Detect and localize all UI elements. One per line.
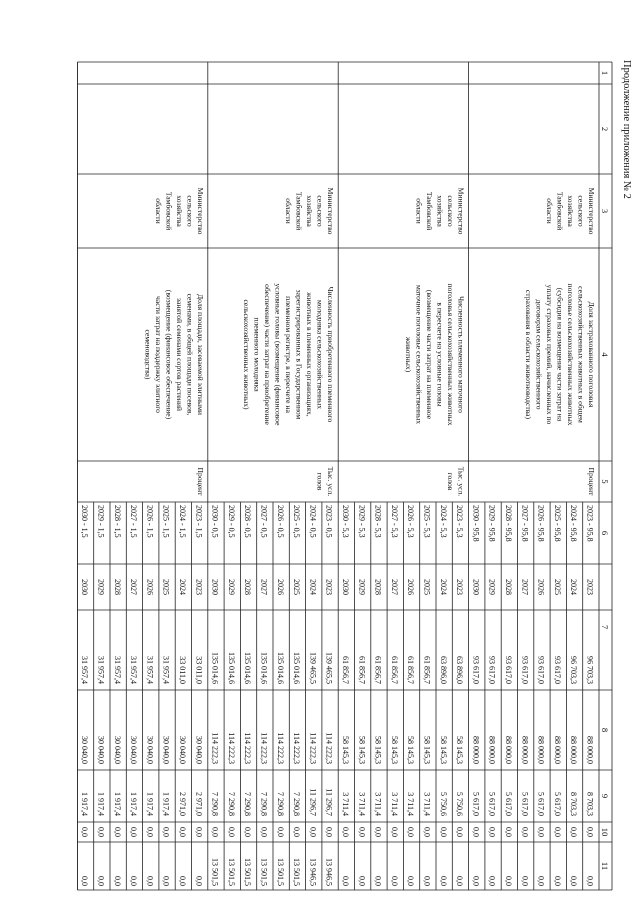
year-cell: 2025 — [552, 579, 562, 595]
year-cell: 2030 — [210, 579, 220, 595]
target-value: 2026 - 95,8 — [536, 505, 546, 542]
local-value: 0,0 — [96, 827, 106, 837]
total-value: 61 856,7 — [373, 656, 383, 684]
other-value: 13 946,5 — [308, 858, 318, 886]
year-cell: 2024 — [178, 579, 187, 595]
regional-value: 5 750,6 — [455, 792, 465, 816]
ministry-name: Тамбовской — [164, 191, 174, 231]
total-value: 135 014,6 — [226, 652, 236, 684]
ministry-name: области — [284, 198, 294, 224]
year-cell: 2024 — [569, 579, 579, 595]
target-value: 2028 - 95,8 — [504, 505, 513, 542]
other-value: 13 946,5 — [324, 858, 334, 886]
target-value: 2027 - 1,5 — [129, 505, 139, 538]
target-value: 2027 - 0,5 — [259, 505, 269, 538]
target-value: 2030 - 0,5 — [210, 505, 220, 538]
indicator-text: Доля застрахованного поголовья — [587, 301, 596, 408]
federal-value: 30 040,0 — [161, 736, 171, 764]
other-value: 0,0 — [487, 876, 497, 886]
indicator-text: племенного молодняка — [252, 317, 262, 392]
indicator-text: поголовье сельскохозяйственных животных — [566, 283, 575, 426]
local-value: 0,0 — [569, 827, 579, 837]
indicator-text: обеспечение) части затрат на приобретение — [263, 284, 273, 425]
target-value: 2029 - 95,8 — [487, 505, 497, 542]
indicator-text: Численность племенного маточного — [456, 296, 466, 413]
other-value: 0,0 — [520, 876, 530, 886]
total-value: 31 957,4 — [96, 656, 106, 684]
regional-value: 7 290,8 — [275, 792, 285, 816]
local-value: 0,0 — [194, 827, 204, 837]
year-cell: 2023 — [455, 579, 465, 595]
total-value: 31 957,4 — [145, 656, 155, 684]
other-value: 0,0 — [112, 876, 122, 886]
local-value: 0,0 — [275, 827, 285, 837]
federal-value: 88 000,0 — [504, 736, 513, 764]
other-value: 13 501,5 — [243, 858, 253, 886]
federal-value: 88 000,0 — [487, 736, 497, 764]
regional-value: 7 290,8 — [210, 792, 220, 816]
federal-value: 88 000,0 — [536, 736, 546, 764]
local-value: 0,0 — [80, 827, 90, 837]
federal-value: 30 040,0 — [112, 736, 122, 764]
federal-value: 114 222,3 — [226, 732, 236, 764]
regional-value: 5 617,0 — [520, 792, 530, 816]
ministry-name: области — [545, 198, 554, 224]
indicator-text: молодняка сельскохозяйственных — [315, 300, 325, 409]
page-caption: Продолжение приложения № 2 — [621, 60, 632, 199]
total-value: 135 014,6 — [292, 652, 302, 684]
target-value: 2023 - 5,3 — [455, 505, 465, 538]
local-value: 0,0 — [487, 827, 497, 837]
other-value: 0,0 — [357, 876, 367, 886]
regional-value: 3 711,4 — [389, 792, 399, 816]
federal-value: 30 040,0 — [145, 736, 155, 764]
regional-value: 7 290,8 — [259, 792, 269, 816]
header-number: 1 — [600, 70, 610, 76]
year-cell: 2028 — [373, 579, 383, 595]
local-value: 0,0 — [471, 827, 481, 837]
ministry-name: сельского — [185, 195, 195, 227]
local-value: 0,0 — [536, 827, 546, 837]
local-value: 0,0 — [178, 827, 187, 837]
target-value: 2027 - 5,3 — [389, 505, 399, 538]
indicator-text: условные головы (возмещение (финансовое — [273, 283, 283, 426]
other-value: 0,0 — [536, 876, 546, 886]
other-value: 0,0 — [96, 876, 106, 886]
federal-value: 88 000,0 — [520, 736, 530, 764]
local-value: 0,0 — [438, 827, 448, 837]
indicator-text: зарегистрированных в Государственном — [294, 289, 304, 420]
target-value: 2025 - 95,8 — [552, 505, 562, 542]
year-cell: 2025 — [161, 579, 171, 595]
indicator-text: сельскохозяйственных животных в общем — [576, 286, 586, 423]
year-cell: 2029 — [357, 579, 367, 595]
regional-value: 1 917,4 — [80, 792, 90, 816]
target-value: 2027 - 95,8 — [520, 505, 530, 542]
total-value: 61 856,7 — [341, 656, 350, 684]
target-value: 2025 - 5,3 — [422, 505, 432, 538]
total-value: 93 617,0 — [487, 656, 497, 684]
local-value: 0,0 — [552, 827, 562, 837]
year-cell: 2023 — [324, 579, 334, 595]
header-number: 8 — [600, 727, 610, 733]
target-value: 2029 - 1,5 — [96, 505, 106, 538]
total-value: 61 856,7 — [389, 656, 399, 684]
federal-value: 58 145,3 — [373, 736, 383, 764]
federal-value: 30 040,0 — [96, 736, 106, 764]
local-value: 0,0 — [504, 827, 513, 837]
local-value: 0,0 — [161, 827, 171, 837]
total-value: 93 617,0 — [536, 656, 546, 684]
regional-value: 3 711,4 — [341, 792, 350, 816]
regional-value: 5 617,0 — [552, 792, 562, 816]
total-value: 93 617,0 — [552, 656, 562, 684]
header-number: 5 — [600, 479, 610, 484]
local-value: 0,0 — [520, 827, 530, 837]
total-value: 139 465,5 — [308, 652, 318, 684]
other-value: 0,0 — [178, 876, 187, 886]
regional-value: 5 750,6 — [438, 792, 448, 816]
federal-value: 114 222,3 — [324, 732, 334, 764]
target-value: 2024 - 5,3 — [438, 505, 448, 538]
other-value: 0,0 — [406, 876, 416, 886]
target-value: 2023 - 1,5 — [194, 505, 204, 538]
year-cell: 2030 — [341, 579, 350, 595]
other-value: 13 501,5 — [226, 858, 236, 886]
total-value: 33 011,0 — [178, 656, 187, 684]
target-value: 2030 - 95,8 — [471, 505, 481, 542]
year-cell: 2025 — [422, 579, 432, 595]
header-number: 2 — [600, 126, 610, 132]
target-value: 2028 - 5,3 — [373, 505, 383, 538]
total-value: 63 896,0 — [455, 656, 465, 684]
regional-value: 11 296,7 — [324, 788, 334, 816]
other-value: 0,0 — [341, 876, 350, 886]
federal-value: 58 145,3 — [455, 736, 465, 764]
other-value: 13 501,5 — [259, 858, 269, 886]
federal-value: 88 000,0 — [471, 736, 481, 764]
indicator-text: части затрат на поддержку элитного — [153, 296, 163, 413]
total-value: 31 957,4 — [80, 656, 90, 684]
year-cell: 2027 — [520, 579, 530, 595]
year-cell: 2027 — [129, 579, 139, 595]
indicator-text: договорам сельскохозяйственного — [534, 299, 544, 410]
target-value: 2024 - 95,8 — [569, 505, 579, 542]
regional-value: 2 971,0 — [194, 792, 204, 816]
other-value: 0,0 — [129, 876, 139, 886]
total-value: 61 856,7 — [422, 656, 432, 684]
local-value: 0,0 — [112, 827, 122, 837]
total-value: 135 014,6 — [275, 652, 285, 684]
ministry-name: Министерство — [587, 187, 596, 235]
regional-value: 7 290,8 — [226, 792, 236, 816]
indicator-text: поголовья сельскохозяйственных животных — [446, 283, 456, 426]
local-value: 0,0 — [292, 827, 302, 837]
indicator-text: страхования в области животноводства) — [524, 289, 533, 420]
ministry-name: Министерство — [195, 187, 205, 235]
other-value: 13 501,5 — [275, 858, 285, 886]
federal-value: 114 222,3 — [243, 732, 253, 764]
local-value: 0,0 — [406, 827, 416, 837]
total-value: 135 014,6 — [259, 652, 269, 684]
federal-value: 30 040,0 — [129, 736, 139, 764]
regional-value: 1 917,4 — [145, 792, 155, 816]
other-value: 0,0 — [161, 876, 171, 886]
target-value: 2028 - 0,5 — [243, 505, 253, 538]
indicator-text: (возмещение части затрат на племенное — [425, 289, 435, 420]
target-value: 2025 - 1,5 — [161, 505, 171, 538]
year-cell: 2026 — [406, 579, 416, 595]
regional-value: 7 290,8 — [292, 792, 302, 816]
year-cell: 2028 — [504, 579, 513, 595]
ministry-name: Тамбовской — [425, 191, 435, 231]
target-value: 2025 - 0,5 — [292, 505, 302, 538]
other-value: 0,0 — [569, 876, 579, 886]
year-cell: 2030 — [80, 579, 90, 595]
other-value: 0,0 — [552, 876, 562, 886]
unit-label: Процент — [587, 467, 596, 496]
target-value: 2026 - 0,5 — [275, 505, 285, 538]
ministry-name: хозяйства — [435, 195, 445, 227]
other-value: 13 501,5 — [210, 858, 220, 886]
other-value: 0,0 — [194, 876, 204, 886]
unit-label: Тыс. усл. — [326, 466, 336, 497]
target-value: 2023 - 0,5 — [324, 505, 334, 538]
year-cell: 2028 — [112, 579, 122, 595]
unit-label: Тыс. усл. — [456, 466, 466, 497]
other-value: 0,0 — [389, 876, 399, 886]
ministry-name: сельского — [315, 195, 325, 227]
year-cell: 2024 — [438, 579, 448, 595]
ministry-name: Министерство — [326, 187, 336, 235]
indicator-text: Доля площади, засеваемой элитными — [195, 294, 205, 415]
indicator-text: животных) — [404, 336, 414, 373]
indicator-text: семенами, в общей площади посевов, — [185, 293, 195, 416]
federal-value: 88 000,0 — [585, 736, 595, 764]
local-value: 0,0 — [373, 827, 383, 837]
ministry-name: хозяйства — [305, 195, 315, 227]
indicator-text: (возмещение (финансовое обеспечение) — [164, 289, 174, 420]
year-cell: 2029 — [96, 579, 106, 595]
unit-label: голов — [315, 472, 325, 491]
other-value: 0,0 — [504, 876, 513, 886]
header-number: 3 — [600, 208, 610, 214]
federal-value: 58 145,3 — [389, 736, 399, 764]
local-value: 0,0 — [341, 827, 350, 837]
total-value: 63 896,0 — [438, 656, 448, 684]
indicator-text: животных в племенных организациях, — [305, 292, 315, 417]
local-value: 0,0 — [210, 827, 220, 837]
other-value: 0,0 — [422, 876, 432, 886]
ministry-name: сельского — [576, 195, 586, 227]
total-value: 139 465,5 — [324, 652, 334, 684]
regional-value: 5 617,0 — [471, 792, 481, 816]
total-value: 33 011,0 — [194, 656, 204, 684]
regional-value: 11 296,7 — [308, 788, 318, 816]
other-value: 0,0 — [438, 876, 448, 886]
regional-value: 3 711,4 — [406, 792, 416, 816]
other-value: 13 501,5 — [292, 858, 302, 886]
target-value: 2029 - 5,3 — [357, 505, 367, 538]
federal-value: 114 222,3 — [275, 732, 285, 764]
regional-value: 5 617,0 — [487, 792, 497, 816]
target-value: 2028 - 1,5 — [112, 505, 122, 538]
indicator-text: племенном регистре, в пересчете на — [284, 296, 294, 413]
target-value: 2030 - 5,3 — [341, 505, 350, 538]
local-value: 0,0 — [145, 827, 155, 837]
federal-value: 114 222,3 — [210, 732, 220, 764]
federal-value: 114 222,3 — [259, 732, 269, 764]
regional-value: 8 703,3 — [569, 792, 579, 816]
total-value: 31 957,4 — [129, 656, 139, 684]
target-value: 2029 - 0,5 — [226, 505, 236, 538]
other-value: 0,0 — [585, 876, 595, 886]
total-value: 93 617,0 — [471, 656, 481, 684]
local-value: 0,0 — [226, 827, 236, 837]
local-value: 0,0 — [129, 827, 139, 837]
regional-value: 1 917,4 — [129, 792, 139, 816]
indicator-text: (субсидия на возмещение части затрат на — [555, 287, 565, 422]
regional-value: 5 617,0 — [536, 792, 546, 816]
regional-value: 3 711,4 — [422, 792, 432, 816]
year-cell: 2026 — [275, 579, 285, 595]
local-value: 0,0 — [357, 827, 367, 837]
year-cell: 2030 — [471, 579, 481, 595]
regional-value: 1 917,4 — [96, 792, 106, 816]
target-value: 2030 - 1,5 — [80, 505, 90, 538]
year-cell: 2023 — [585, 579, 595, 595]
ministry-name: Тамбовской — [555, 191, 565, 231]
other-value: 0,0 — [145, 876, 155, 886]
local-value: 0,0 — [422, 827, 432, 837]
year-cell: 2026 — [536, 579, 546, 595]
total-value: 31 957,4 — [161, 656, 171, 684]
federal-value: 58 145,3 — [357, 736, 367, 764]
ministry-name: сельского — [446, 195, 456, 227]
year-cell: 2028 — [243, 579, 253, 595]
total-value: 93 617,0 — [520, 656, 530, 684]
federal-value: 114 222,3 — [308, 732, 318, 764]
federal-value: 88 000,0 — [569, 736, 579, 764]
ministry-name: Министерство — [456, 187, 466, 235]
other-value: 0,0 — [455, 876, 465, 886]
federal-value: 58 145,3 — [438, 736, 448, 764]
total-value: 93 617,0 — [504, 656, 513, 684]
regional-value: 3 711,4 — [373, 792, 383, 816]
local-value: 0,0 — [585, 827, 595, 837]
federal-value: 30 040,0 — [80, 736, 90, 764]
indicator-text: занятой семенами сортов растений — [174, 298, 184, 411]
federal-value: 58 145,3 — [341, 736, 350, 764]
header-number: 10 — [600, 827, 610, 837]
year-cell: 2027 — [259, 579, 269, 595]
total-value: 135 014,6 — [243, 652, 253, 684]
other-value: 0,0 — [80, 876, 90, 886]
regional-value: 8 703,3 — [585, 792, 595, 816]
ministry-name: области — [153, 198, 163, 224]
total-value: 96 703,3 — [585, 656, 595, 684]
unit-label: голов — [446, 472, 456, 491]
federal-value: 30 040,0 — [194, 736, 204, 764]
regional-value: 1 917,4 — [161, 792, 171, 816]
federal-value: 88 000,0 — [552, 736, 562, 764]
regional-value: 1 917,4 — [112, 792, 122, 816]
other-value: 0,0 — [471, 876, 481, 886]
year-cell: 2026 — [145, 579, 155, 595]
target-value: 2026 - 1,5 — [145, 505, 155, 538]
total-value: 31 957,4 — [112, 656, 122, 684]
header-number: 7 — [600, 624, 610, 630]
target-value: 2023 - 95,8 — [585, 505, 595, 542]
header-number: 11 — [600, 861, 610, 871]
year-cell: 2023 — [194, 579, 204, 595]
unit-label: Процент — [195, 467, 205, 496]
ministry-name: хозяйства — [566, 195, 575, 227]
indicator-text: в пересчете на условные головы — [435, 302, 445, 407]
indicator-text: маточное поголовье сельскохозяйственных — [414, 284, 424, 425]
local-value: 0,0 — [324, 827, 334, 837]
indicator-text: уплату страховых премий, начисленных по — [545, 284, 554, 425]
regional-value: 5 617,0 — [504, 792, 513, 816]
year-cell: 2025 — [292, 579, 302, 595]
local-value: 0,0 — [455, 827, 465, 837]
indicator-text: сельскохозяйственных животных) — [242, 299, 252, 410]
local-value: 0,0 — [259, 827, 269, 837]
header-number: 4 — [600, 352, 610, 357]
ministry-name: Тамбовской — [294, 191, 304, 231]
total-value: 61 856,7 — [357, 656, 367, 684]
local-value: 0,0 — [389, 827, 399, 837]
total-value: 96 703,3 — [569, 656, 579, 684]
federal-value: 58 145,3 — [406, 736, 416, 764]
total-value: 135 014,6 — [210, 652, 220, 684]
local-value: 0,0 — [243, 827, 253, 837]
year-cell: 2027 — [389, 579, 399, 595]
indicator-text: Численность приобретенного племенного — [326, 286, 336, 423]
regional-value: 2 971,0 — [178, 792, 187, 816]
header-number: 9 — [600, 793, 610, 799]
other-value: 0,0 — [373, 876, 383, 886]
regional-value: 7 290,8 — [243, 792, 253, 816]
target-value: 2026 - 5,3 — [406, 505, 416, 538]
target-value: 2024 - 1,5 — [178, 505, 187, 538]
target-value: 2024 - 0,5 — [308, 505, 318, 538]
regional-value: 3 711,4 — [357, 792, 367, 816]
local-value: 0,0 — [308, 827, 318, 837]
header-number: 6 — [600, 530, 610, 536]
indicator-text: семеноводства) — [143, 329, 153, 380]
year-cell: 2029 — [226, 579, 236, 595]
ministry-name: области — [414, 198, 424, 224]
federal-value: 114 222,3 — [292, 732, 302, 764]
ministry-name: хозяйства — [174, 195, 184, 227]
federal-value: 30 040,0 — [178, 736, 187, 764]
federal-value: 58 145,3 — [422, 736, 432, 764]
total-value: 61 856,7 — [406, 656, 416, 684]
year-cell: 2024 — [308, 579, 318, 595]
year-cell: 2029 — [487, 579, 497, 595]
